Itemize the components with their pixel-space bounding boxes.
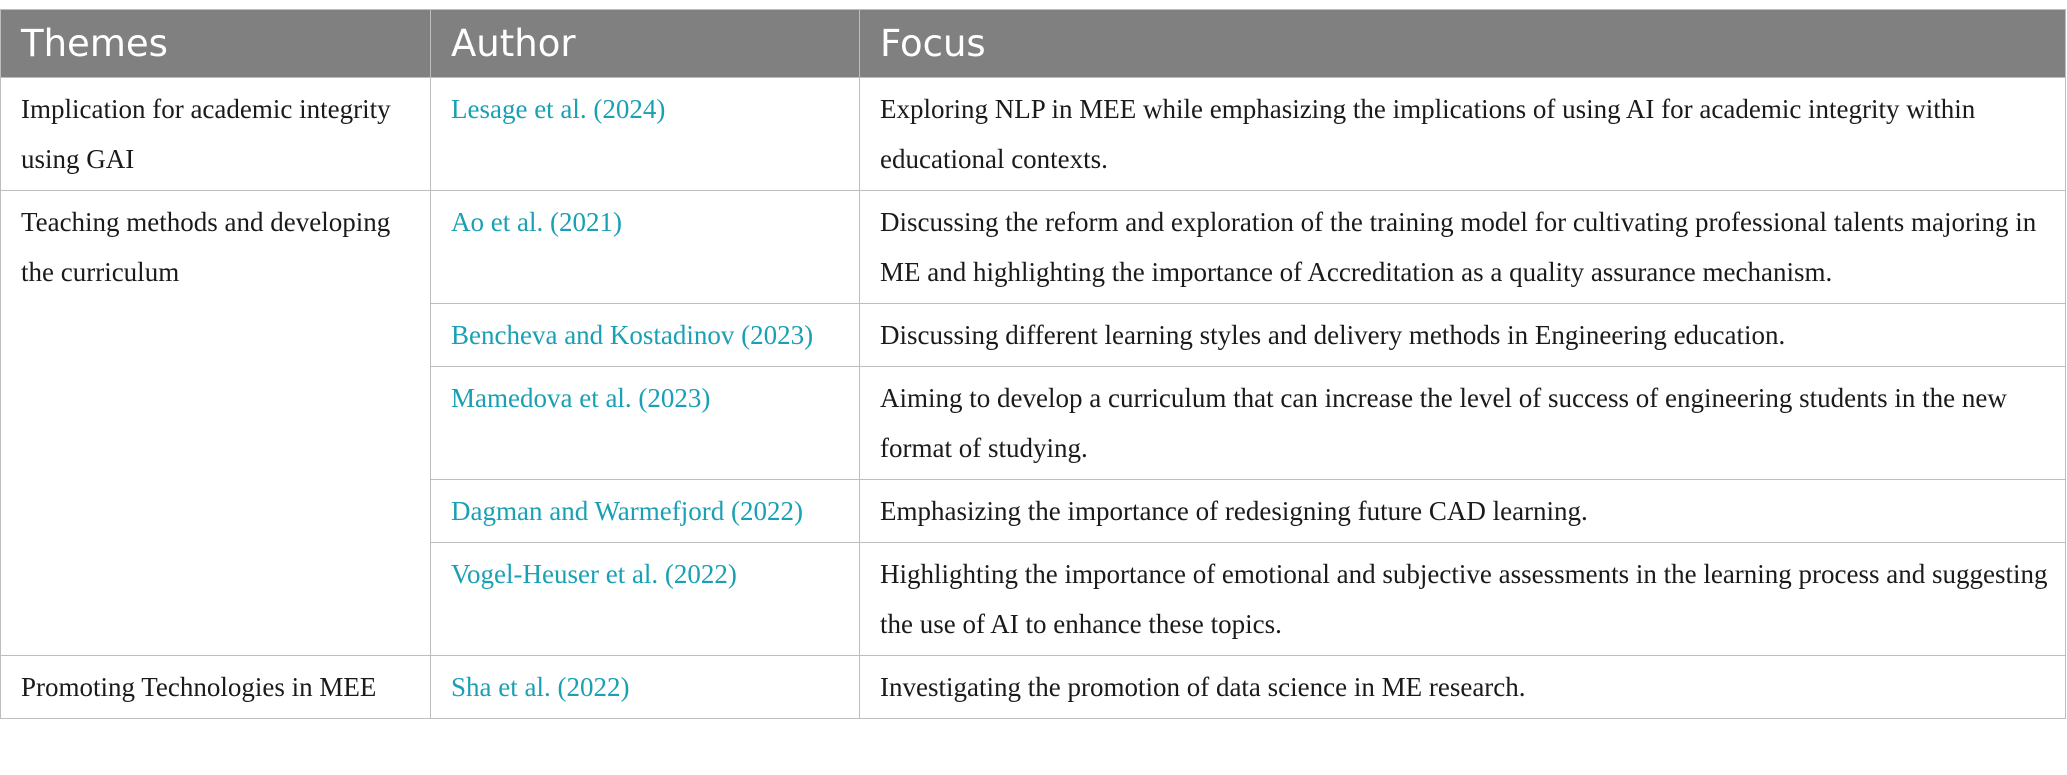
table-row: [1, 78, 2066, 191]
focus-cell: Highlighting the importance of emotional and subjective assessments in the learning process and suggesting the use of AI to enhance these topics.: [860, 543, 2066, 656]
header-row: [1, 10, 2066, 78]
author-link[interactable]: Bencheva and Kostadinov (2023): [431, 304, 860, 367]
focus-cell: Investigating the promotion of data science in ME research.: [860, 656, 2066, 719]
theme-cell: Teaching methods and developing the curriculum: [1, 191, 431, 656]
header-author: Author: [431, 10, 860, 78]
author-link[interactable]: Ao et al. (2021): [431, 191, 860, 304]
header-themes: Themes: [1, 10, 431, 78]
theme-cell: Implication for academic integrity using GAI: [1, 78, 431, 191]
focus-cell: Discussing different learning styles and delivery methods in Engineering education.: [860, 304, 2066, 367]
table-header: [1, 10, 2066, 78]
author-link[interactable]: Mamedova et al. (2023): [431, 367, 860, 480]
literature-table: [0, 9, 2066, 719]
table-body: [1, 78, 2066, 719]
focus-cell: Exploring NLP in MEE while emphasizing the implications of using AI for academic integrity within educational contexts.: [860, 78, 2066, 191]
focus-cell: Emphasizing the importance of redesigning future CAD learning.: [860, 480, 2066, 543]
header-focus: Focus: [860, 10, 2066, 78]
theme-cell: Promoting Technologies in MEE: [1, 656, 431, 719]
focus-cell: Discussing the reform and exploration of the training model for cultivating professional talents majoring in ME and highlighting the importance of Accreditation as a quality assurance mechanism.: [860, 191, 2066, 304]
focus-cell: Aiming to develop a curriculum that can increase the level of success of engineering students in the new format of studying.: [860, 367, 2066, 480]
table-row: [1, 191, 2066, 304]
author-link[interactable]: Sha et al. (2022): [431, 656, 860, 719]
table-row: [1, 656, 2066, 719]
author-link[interactable]: Vogel-Heuser et al. (2022): [431, 543, 860, 656]
author-link[interactable]: Dagman and Warmefjord (2022): [431, 480, 860, 543]
author-link[interactable]: Lesage et al. (2024): [431, 78, 860, 191]
